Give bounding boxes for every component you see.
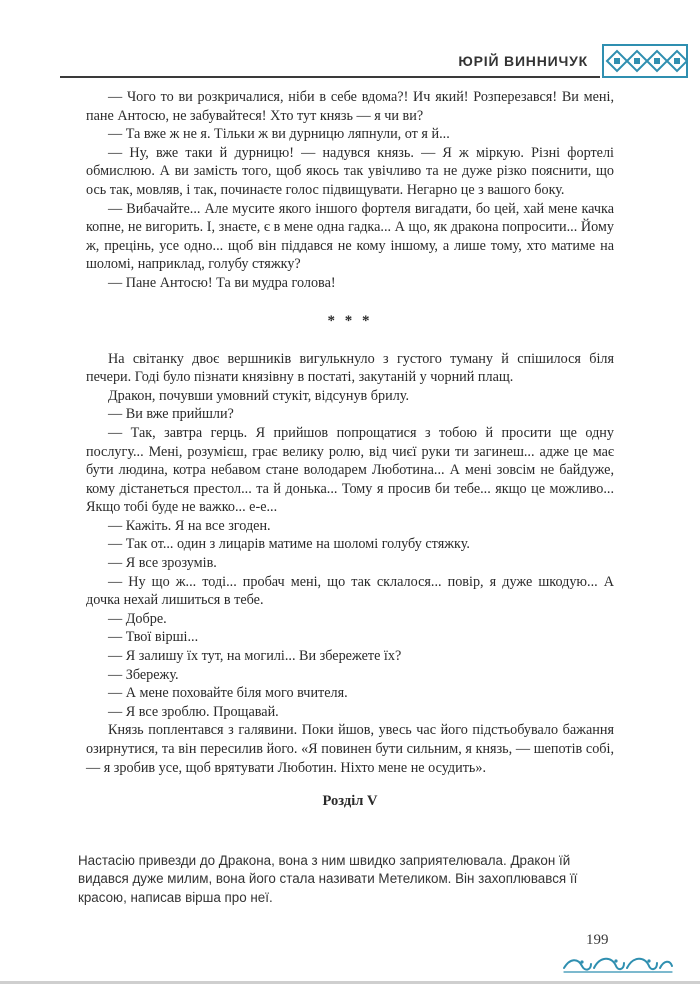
- embroidery-ornament-icon: [602, 44, 688, 78]
- page-number: 199: [586, 932, 609, 948]
- paragraph: — Ну, вже таки й дурницю! — надувся князь. — Я ж міркую. Різні фортелі обмислюю. А ви замість того, щоб якось так увічливо та не дуже різко пояснити, що ось так, мовляв, і так, починаєте голос підвищувати. Негарно це з вашого боку.: [86, 144, 614, 198]
- bottom-border: [0, 981, 700, 984]
- paragraph: — Чого то ви розкричалися, ніби в себе вдома?! Ич який! Розперезався! Ви мені, пане Антосю, не забувайтеся! Хто тут князь — я чи ви?: [86, 89, 614, 124]
- paragraph: — Ви вже прийшли?: [108, 406, 234, 423]
- section-title: Розділ V: [322, 793, 378, 810]
- wave-ornament-icon: [560, 950, 675, 976]
- paragraph: — Твої вірші...: [108, 629, 199, 646]
- paragraph: — Та вже ж не я. Тільки ж ви дурницю ляпнули, от я й...: [108, 126, 450, 143]
- paragraph: Дракон, почувши умовний стукіт, відсунув брилу.: [108, 387, 409, 404]
- paragraph: — Я все зрозумів.: [108, 555, 217, 572]
- paragraph: На світанку двоє вершників вигулькнуло з густого туману й спішилося біля печери. Годі було пізнати князівну в постаті, закутаній у чорний плащ.: [86, 350, 614, 386]
- dialogue-part-2: [86, 350, 614, 778]
- paragraph: — Збережу.: [108, 666, 179, 683]
- main-text: [86, 88, 614, 820]
- paragraph: Князь поплентався з галявини. Поки йшов, увесь час його підстьобувало бажання озирнутися, та він пересилив його. «Я повинен бути сильним, я князь, — шепотів собі, — я зробив усе, щоб врятувати Люботин. Ніхто мене не осудить».: [86, 722, 614, 776]
- header-rule: [60, 76, 600, 78]
- paragraph: — Так от... один з лицарів матиме на шоломі голубу стяжку.: [108, 536, 470, 553]
- paragraph: — Я залишу їх тут, на могилі... Ви збережете їх?: [108, 648, 402, 665]
- dialogue-part-1: [86, 88, 614, 293]
- running-header-author: ЮРІЙ ВИННИЧУК: [458, 53, 588, 69]
- paragraph: — А мене поховайте біля мого вчителя.: [108, 685, 348, 702]
- chapter-summary: Настасію привезди до Дракона, вона з ним швидко заприятелювала. Дракон їй видався дуже милим, вона його стала називати Метеликом. Він захоплювався її красою, написав вірша про неї.: [78, 853, 578, 905]
- paragraph: — Кажіть. Я на все згоден.: [108, 517, 271, 534]
- paragraph: — Так, завтра герць. Я прийшов попрощатися з тобою й просити ще одну послугу... Мені, розумієш, грає велику ролю, від чиєї руки ти загинеш... адже це має бути людина, котра небавом стане володарем Люботина... А мені зовсім не байдуже, кому дістанеться престол... та й донька... Тому я просив би тебе... якщо це можливо... Якщо тобі буде не важко... е-е...: [86, 424, 614, 516]
- paragraph: — Добре.: [108, 610, 167, 627]
- paragraph: — Вибачайте... Але мусите якого іншого фортеля вигадати, бо цей, хай мене качка копне, не вигорить. І, знаєте, є в мене одна гадка... А що, як дракона попросити... Йому ж, прецінь, усе одно... щоб він піддався не кому іншому, а лише тому, хто матиме на шоломі, наприклад, голубу стяжку?: [86, 200, 614, 273]
- page-header: [60, 48, 688, 78]
- paragraph: — Я все зроблю. Прощавай.: [108, 703, 279, 720]
- paragraph: — Пане Антосю! Та ви мудра голова!: [108, 274, 336, 291]
- scene-separator: * * *: [327, 312, 373, 329]
- paragraph: — Ну що ж... тоді... пробач мені, що так склалося... повір, я дуже шкодую... А дочка нехай лишиться в тебе.: [86, 573, 614, 609]
